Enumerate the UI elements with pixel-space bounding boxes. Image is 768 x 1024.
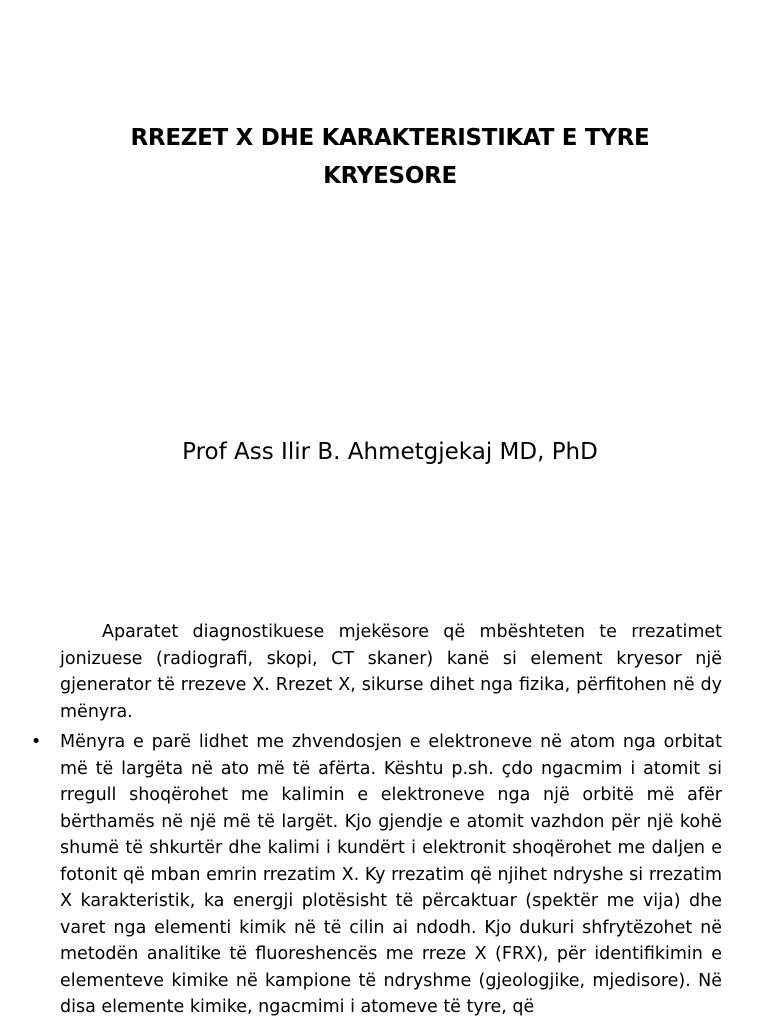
author-line: Prof Ass Ilir B. Ahmetgjekaj MD, PhD [182, 439, 598, 465]
title-line-2: KRYESORE [323, 163, 457, 190]
bullet-marker: • [31, 732, 42, 752]
bullet-list [31, 729, 722, 1021]
intro-paragraph: Aparatet diagnostikuese mjekësore që mbështeten te rrezatimet jonizuese (radiografi, skopi, CT skaner) kanë si element kryesor një gjenerator të rrezeve X. Rrezet X, sikurse dihet nga fizika, përfitohen në dy mënyra. [60, 622, 722, 722]
document-title [60, 119, 720, 195]
title-line-1: RREZET X DHE KARAKTERISTIKAT E TYRE [130, 125, 650, 152]
bullet-item [31, 729, 722, 1021]
document-body [31, 619, 722, 1021]
bullet-text: Mënyra e parë lidhet me zhvendosjen e elektroneve në atom nga orbitat më të largëta në ato më të afërta. Kështu p.sh. çdo ngacmim i atomit si rregull shoqërohet me kalimin e elektroneve nga një orbitë më afër bërthamës në një më të largët. Kjo gjendje e atomit vazhdon për një kohë shumë të shkurtër dhe kalimi i kundërt i elektronit shoqërohet me daljen e fotonit që mban emrin rrezatim X. Ky rrezatim që njihet ndryshe si rrezatim X karakteristik, ka energji plotësisht të përcaktuar (spektër me vija) dhe varet nga elementi kimik në të cilin ai ndodh. Kjo dukuri shfrytëzohet në metodën analitike të fluoreshencës me rreze X (FRX), për identifikimin e elementeve kimike në kampione të ndryshme (gjeologjike, mjedisore). Në disa elemente kimike, ngacmimi i atomeve të tyre, që [60, 732, 722, 1017]
